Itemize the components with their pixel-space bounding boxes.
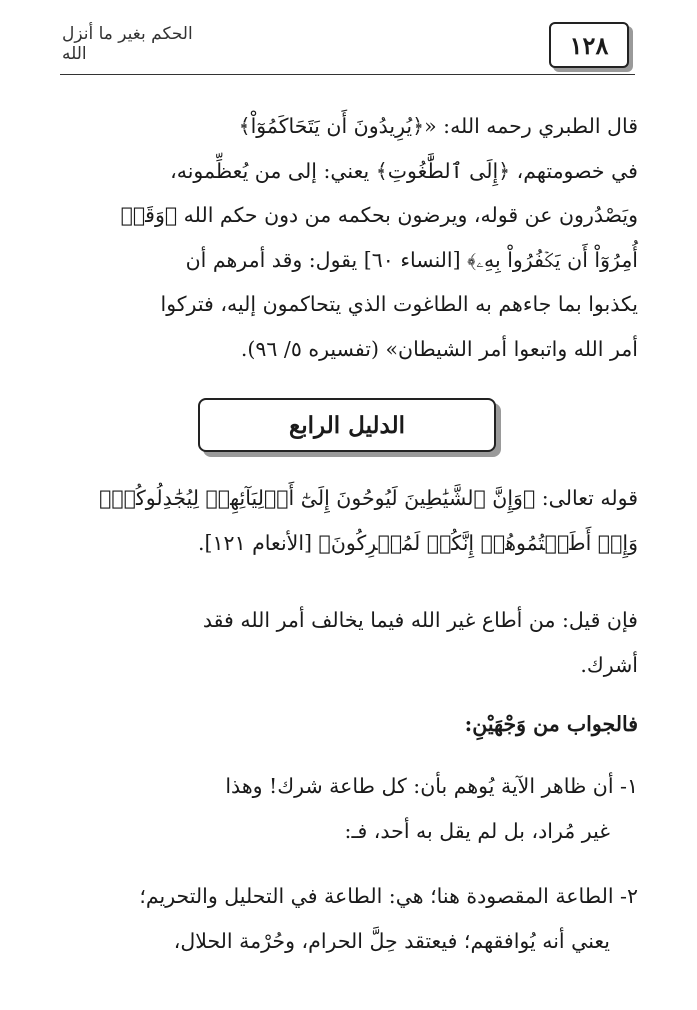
page-number-box <box>549 22 629 68</box>
text-line: أمر الله واتبعوا أمر الشيطان» (تفسيره ٥/ ٩٦). <box>240 336 638 361</box>
paragraph-answer-intro <box>58 702 638 747</box>
text-line: في خصومتهم، ﴿إِلَى ٱلطَّٰغُوتِ﴾ يعني: إلى من يُعظِّمونه، <box>170 158 638 183</box>
text-line: ١- أن ظاهر الآية يُوهم بأن: كل طاعة شرك! وهذا <box>225 774 638 798</box>
paragraph-tabari-quote <box>58 104 638 371</box>
text-line: فإن قيل: من أطاع غير الله فيما يخالف أمر الله فقد <box>202 608 638 632</box>
text-line: يكذبوا بما جاءهم به الطاغوت الذي يتحاكمون إليه، فتركوا <box>160 292 638 316</box>
text-line: أشرك. <box>580 652 638 677</box>
paragraph-verse <box>58 476 638 565</box>
section-title: الدليل الرابع <box>289 411 405 439</box>
paragraph-point-1 <box>58 764 638 853</box>
text-line: قال الطبري رحمه الله: «﴿يُرِيدُونَ أَن يَتَحَاكَمُوٓاْ﴾ <box>238 114 638 138</box>
text-line: فالجواب من وَجْهَيْنِ: <box>464 712 638 736</box>
text-line: يعني أنه يُوافقهم؛ فيعتقد حِلَّ الحرام، وحُرْمة الحلال، <box>173 928 610 953</box>
text-line: غير مُراد، بل لم يقل به أحد، فـ: <box>344 818 610 843</box>
section-title-box <box>198 398 496 452</box>
paragraph-point-2 <box>58 874 638 963</box>
paragraph-objection <box>58 598 638 687</box>
text-line: أُمِرُوٓاْ أَن يَكۡفُرُواْ بِهِۦ﴾ [النساء ٦٠] يقول: وقد أمرهم أن <box>185 247 638 272</box>
text-line: قوله تعالى: ﴿وَإِنَّ ٱلشَّيَٰطِينَ لَيُوحُونَ إِلَىٰٓ أَوۡلِيَآئِهِمۡ لِيُجَٰدِلُوكُمۡۖ <box>99 486 638 510</box>
text-line: ٢- الطاعة المقصودة هنا؛ هي: الطاعة في التحليل والتحريم؛ <box>139 884 638 908</box>
running-header-title: الحكم بغير ما أنزل الله <box>62 24 193 64</box>
page-number: ١٢٨ <box>569 30 609 60</box>
text-line: ويَصْدُرون عن قوله، ويرضون بحكمه من دون حكم الله ﴿وَقَدۡ <box>120 203 638 227</box>
text-line: وَإِنۡ أَطَعۡتُمُوهُمۡ إِنَّكُمۡ لَمُشۡرِكُونَ﴾ [الأنعام ١٢١]. <box>198 530 638 555</box>
header-rule <box>60 74 635 75</box>
